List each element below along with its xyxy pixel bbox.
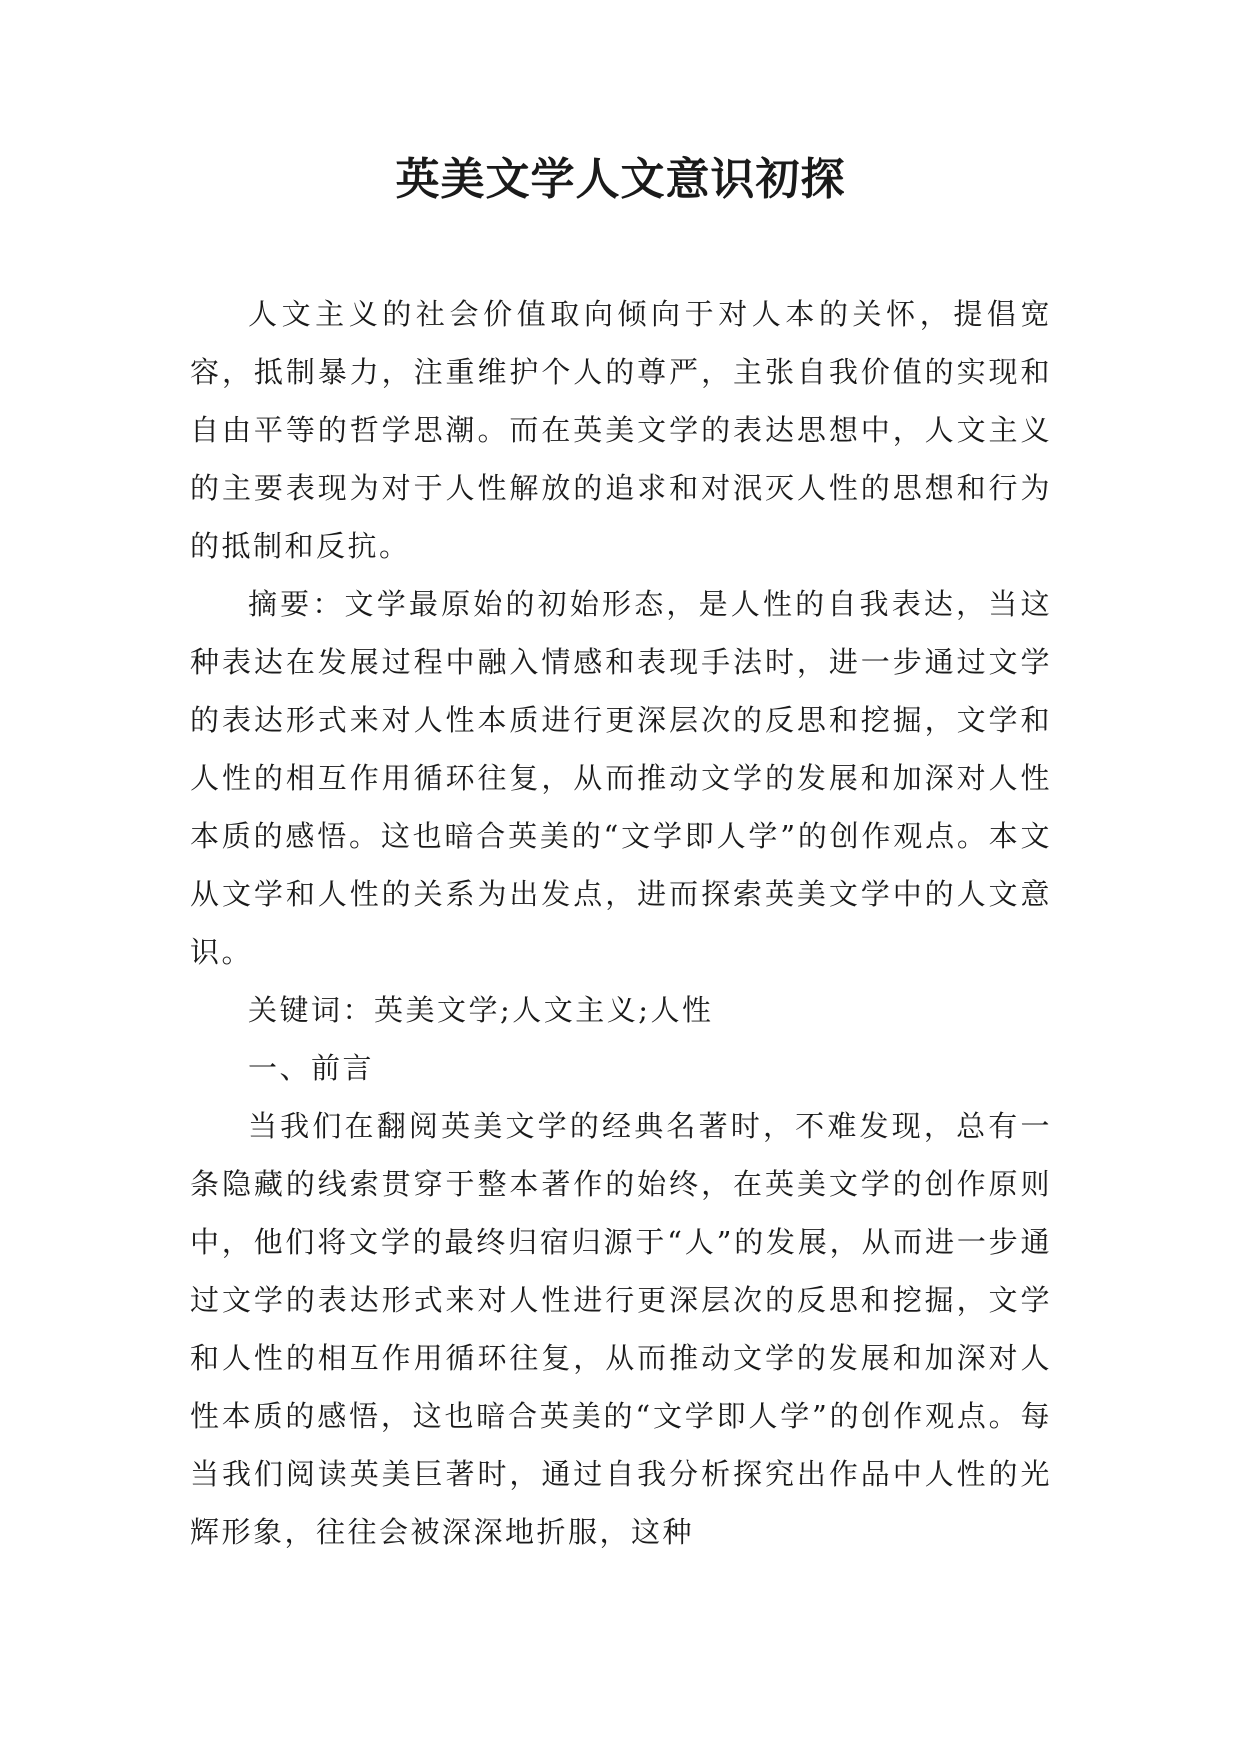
preface-paragraph: 当我们在翻阅英美文学的经典名著时，不难发现，总有一条隐藏的线索贯穿于整本著作的始终，在英美文学的创作原则中，他们将文学的最终归宿归源于“人”的发展，从而进一步通过文学的表达形式来对人性进行更深层次的反思和挖掘，文学和人性的相互作用循环往复，从而推动文学的发展和加深对人性本质的感悟，这也暗合英美的“文学即人学”的创作观点。每当我们阅读英美巨著时，通过自我分析探究出作品中人性的光辉形象，往往会被深深地折服，这种 — [190, 1109, 1052, 1549]
keywords-line: 关键词：英美文学;人文主义;人性 — [248, 993, 714, 1027]
document-title: 英美文学人文意识初探 — [395, 154, 846, 205]
document-body — [190, 285, 1052, 1561]
abstract-paragraph: 摘要：文学最原始的初始形态，是人性的自我表达，当这种表达在发展过程中融入情感和表现手法时，进一步通过文学的表达形式来对人性本质进行更深层次的反思和挖掘，文学和人性的相互作用循环往复，从而推动文学的发展和加深对人性本质的感悟。这也暗合英美的“文学即人学”的创作观点。本文从文学和人性的关系为出发点，进而探索英美文学中的人文意识。 — [190, 587, 1052, 969]
section-heading-preface: 一、前言 — [248, 1051, 375, 1085]
intro-paragraph: 人文主义的社会价值取向倾向于对人本的关怀，提倡宽容，抵制暴力，注重维护个人的尊严，主张自我价值的实现和自由平等的哲学思潮。而在英美文学的表达思想中，人文主义的主要表现为对于人性解放的追求和对泯灭人性的思想和行为的抵制和反抗。 — [190, 297, 1052, 563]
